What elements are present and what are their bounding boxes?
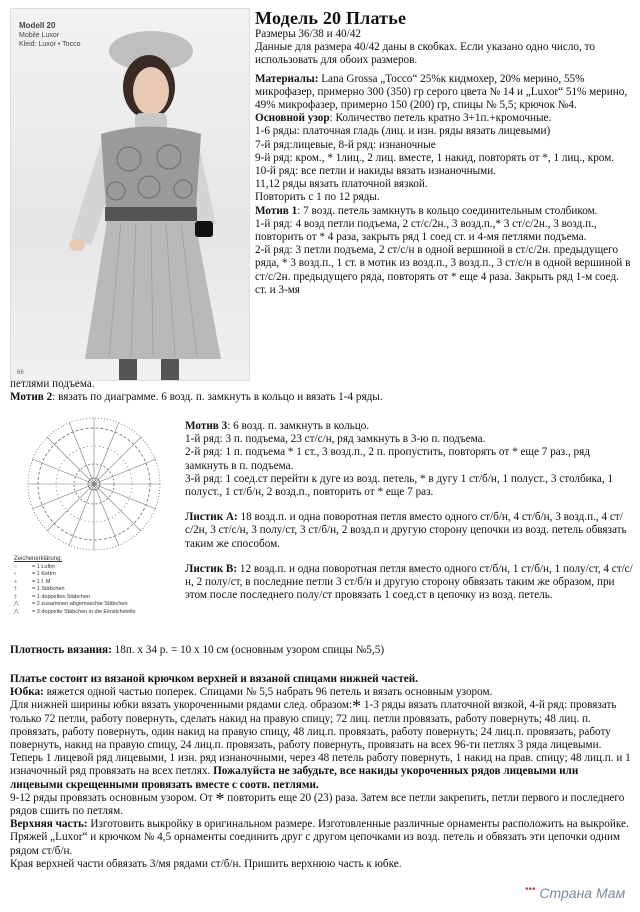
motif2-line: Мотив 2: вязать по диаграмме. 6 возд. п. замкнуть в кольцо и вязать 1-4 ряды. [10,391,383,404]
legend-row: + = 1 f. M [14,578,51,585]
star-icon: * [352,696,362,717]
right-column [255,8,633,297]
leaf-b-paragraph: Листик В: 12 возд.п. и одна поворотная петля вместо одного ст/б/н, 1 ст/б/н, 1 полу/ст, 4 ст/с/н, 2 полу/ст, в последние петли 3 ст/б/н и другую сторону обвязать таким же образом, при этом после последнего полу/ст провязать 1 соед.ст в цепочку из возд. петель. [185,562,633,602]
skirt-repeat: Теперь 1 лицевой ряд лицевыми, 1 изн. ряд изнаночными, через 48 петель работу повернуть, 1 накид на прав. спицу; 48 лиц.п. и 1 изначочный ряд провязать на всех петлях. Пожалуйста не забудьте, все накиды укороченных рядов лицевыми или лицевыми скрещенными провязать вместе с соотв. петлями. [10,752,631,791]
legend-row: ⋀ = 3 doppelte Stäbchen in die Einstichstelle [14,608,136,615]
top-paragraph: Верхняя часть: Изготовить выкройку в оригинальном размере. Изготовленные различные орнаменты расположить на выкройке. Пряжей „Luxor“ и крючком № 4,5 орнаменты соединить друг с другом цепочками из возд. петель и обвязать эти цепочки одним рядом ст/б/н. [10,818,629,857]
sizes-line: Размеры 36/38 и 40/42 [255,28,361,40]
attention-note: Пожалуйста не забудьте, все накиды укороченных рядов лицевыми или лицевыми скрещенными провязать вместе с соотв. петлями. [10,765,579,791]
leaf-a-label: Листик А: [185,511,238,524]
motif3-row-1: 1-й ряд: 3 п. подъема, 23 ст/с/н, ряд замкнуть в 3-ю п. подъема. [185,433,486,446]
materials-paragraph [255,73,633,113]
motif2-label: Мотив 2 [10,391,53,404]
legend-row: † = 1 Stäbchen [14,586,65,592]
basic-row-2: 7-й ряд:лицевые, 8-й ряд: изнаночные [255,138,436,151]
model-photo [10,8,250,381]
basic-row-1: 1-6 ряды: платочная гладь (лиц. и изн. ряды вязать лицевыми) [255,125,551,138]
diagram-legend [14,556,179,616]
legend-title: Zeichenerklärung: [14,556,63,562]
materials-text: Lana Grossa „Tocco“ 25%к кидмохер, 20% мерино, 55% микрофазер, примерно 300 (350) гр серого цвета № 14 и „Luxor“ 51% мерино, 49% микрофазер, примерно 150 (200) гр, спицы № 5,5; крючок №4. [255,72,628,112]
motif3-label: Мотив 3 [185,420,228,432]
repeat-line: 9-12 ряды провязать основным узором. От * повторить еще 20 (23) раза. Затем все петли закрепить, петли первого и последнего рядов сшить по петлям. [10,788,625,818]
legend-row: • = 1 Kettm [14,571,56,577]
legend-row: ○ = 1 Luftm [14,563,56,570]
density-label: Плотность вязания: [10,644,112,656]
basic-pattern-line: Основной узор: Количество петель кратно 3+1п.+кромочные. [255,112,552,125]
density-line: Плотность вязания: 18п. х 34 р. = 10 х 10 см (основным узором спицы №5,5) [10,644,385,656]
skirt-short-rows: Для нижней ширины юбки вязать укороченными рядами след. образом:* 1-3 ряды вязать платочной вязкой, 4-й ряд: провязать только 72 петли, работу повернуть, сделать накид на правую спицу; 72 лиц. петли провязать, работу повернуть; 48 лиц. п. провязать, работу повернуть, один накид на правую спицу, 48 лиц.п. провязать, работу повернуть; 24 лиц.п. провязать, работу повернуть, накид на правую спицу, 24 лиц.п. провязать, работу повернуть, провязать на всех 96-ти петлях 3 ряда лицевыми. [10,696,617,752]
motif1-line: Мотив 1: 7 возд. петель замкнуть в кольцо соединительным столбиком. [255,204,598,217]
motif3-row-2: 2-й ряд: 1 п. подъема * 1 ст., 3 возд.п., 2 п. пропустить, повторять от * еще 7 раз., ряд замкнуть в п. подъема. [185,446,590,472]
motif3-line: Мотив 3: 6 возд. п. замкнуть в кольцо. [185,420,370,432]
model-illustration [11,9,249,380]
motif1-label: Мотив 1 [255,204,298,217]
dots-icon: ••• [525,884,536,895]
last-line: Края верхней части обвязать 3/мя рядами ст/б/н. Пришить верхнюю часть к юбке. [10,857,402,870]
motif1-row-1: 1-й ряд: 4 возд петли подъема, 2 ст/с/2н., 3 возд.п.,* 3 ст/с/2н., 3 возд.п., повторить от * 4 раза, закрыть ряд 1 соед ст. и 4-мя петлями подъема. [255,217,597,244]
star-icon: * [215,788,225,809]
size-note: Данные для размера 40/42 даны в скобках. Если указано одно число, то использовать для обоих размеров. [255,41,595,67]
leaf-a-paragraph: Листик А: 18 возд.п. и одна поворотная петля вместо одного ст/б/н, 4 ст/б/н, 3 возд.п., 4 ст/с/2н, 3 ст/с/н, 3 полу/ст, 3 ст/б/н, 2 возд.п и другую сторону цепочки из возд. петель обвязать таким же способом. [185,511,627,550]
basic-row-6: Повторить с 1 по 12 ряды. [255,191,380,204]
top-label: Верхняя часть: [10,818,88,831]
site-watermark: ••• Страна Мам [525,884,626,901]
basic-pattern-label: Основной узор [255,112,330,125]
page-title: Модель 20 Платье [255,8,407,28]
motif1-tail: петлями подъема. [10,378,95,390]
photo-caption: Modell 20 Mobile Luxor Kleid: Luxor • Tocco [19,21,81,48]
skirt-paragraph: Юбка: вяжется одной частью поперек. Спицами № 5,5 набрать 96 петель и вязать основным узором. [10,686,493,699]
skirt-label: Юбка: [10,686,44,699]
leaf-b-label: Листик В: [185,562,238,575]
instructions-section [10,673,632,871]
motif3-row-3: 3-й ряд: 1 соед.ст перейти к дуге из возд. петель, * в дугу 1 ст/б/н, 1 полуст., 3 столбика, 1 полуст., 1 ст/б/н, 2 возд.п., повторить от * еще 7 раз. [185,472,614,499]
motif3-and-leaves [185,420,633,602]
dress-header: Платье состоит из вязаной крючком верхней и вязаной спицами нижней частей. [10,673,418,685]
basic-row-5: 11,12 ряды вязать платочной вязкой. [255,178,428,191]
motif1-row-2: 2-й ряд: 3 петли подъема, 2 ст/с/н в одной вершиной в ст/с/2н. предыдущего ряда, * 3 возд.п., 1 ст. в мотик из возд.п., 3 возд.п., 3 ст/с/н в одной вершиной в ст/с/2н. предыдущего ряда, повторять от * еще 4 раза. Закрыть ряд 1-м соед. ст. и 3-мя [255,244,631,296]
crochet-motif-diagram [14,412,174,552]
basic-row-4: 10-й ряд: все петли и накиды вязать изнаночными. [255,165,497,178]
materials-label: Материалы: [255,72,319,85]
legend-row: ⋀ = 2 zusammen abgemaschte Stäbchen [14,601,128,607]
motif-section [10,378,632,404]
photo-page-number: 66 [17,370,24,376]
legend-row: ‡ = 1 doppeltes Stäbchen [14,593,90,600]
basic-row-3: 9-й ряд: кром., * 1лиц., 2 лиц. вместе, 1 накид, повторять от *, 1 лиц., кром. [255,151,615,164]
